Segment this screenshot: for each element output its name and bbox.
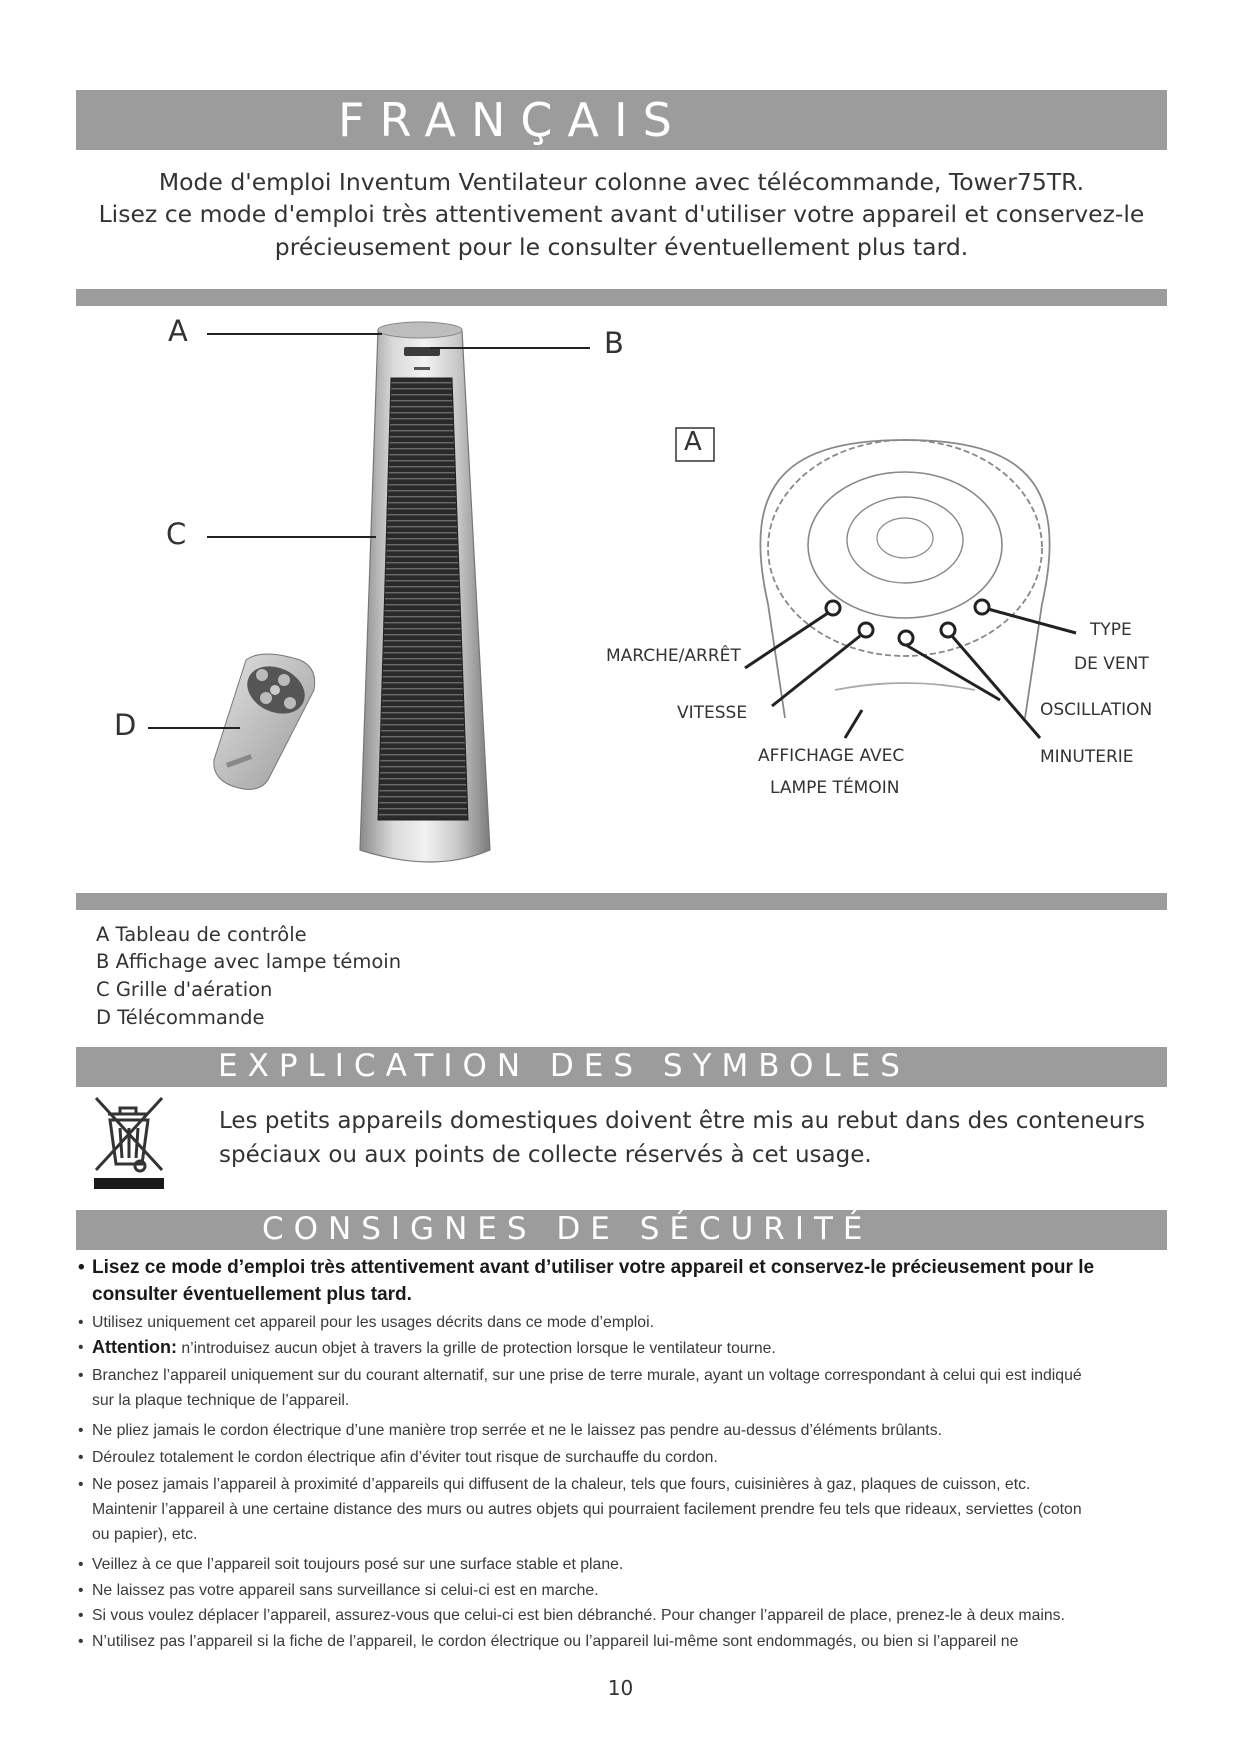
divider-top [76,289,1167,306]
safety-title: CONSIGNES DE SÉCURITÉ [262,1211,873,1247]
diagram-label-c: C [166,517,187,551]
safety-item-11: • N’utilisez pas l’appareil si la fiche de l’appareil, le cordon électrique ou l’appareil lui-même sont endommagés, ou bien si l’appareil ne [78,1633,1019,1650]
legend-item-b: B Affichage avec lampe témoin [96,950,402,973]
symbols-text-line-2: spéciaux ou aux points de collecte réservés à cet usage. [219,1142,872,1168]
legend-item-d: D Télécommande [96,1006,265,1029]
safety-item-10: • Si vous voulez déplacer l’appareil, assurez-vous que celui-ci est bien débranché. Pour changer l’appareil de place, prenez-le à deux mains. [78,1607,1065,1624]
symbols-title: EXPLICATION DES SYMBOLES [218,1048,910,1084]
legend-item-c: C Grille d'aération [96,978,273,1001]
safety-item-6: • Déroulez totalement le cordon électrique afin d’éviter tout risque de surchauffe du cordon. [78,1449,718,1466]
label-type-1: TYPE [1090,620,1132,640]
label-affichage-1: AFFICHAGE AVEC [758,746,905,766]
section-header-symboles [76,1047,1167,1087]
divider-bottom [76,893,1167,910]
safety-item-2: • Utilisez uniquement cet appareil pour les usages décrits dans ce mode d’emploi. [78,1314,654,1331]
label-marche-arret: MARCHE/ARRÊT [606,646,741,666]
label-oscillation: OSCILLATION [1040,700,1153,720]
intro-line-3: précieusement pour le consulter éventuellement plus tard. [274,233,969,261]
label-type-2: DE VENT [1074,654,1149,674]
section-header-francais [76,90,1167,150]
symbols-text-line-1: Les petits appareils domestiques doivent être mis au rebut dans des conteneurs [219,1108,1145,1134]
label-minuterie: MINUTERIE [1040,747,1134,767]
diagram-label-a: A [168,314,188,348]
tower-fan [360,322,490,862]
attention-label: Attention: [92,1337,177,1357]
intro-line-1: Mode d'emploi Inventum Ventilateur colonne avec télécommande, Tower75TR. [158,168,1085,196]
legend-item-a: A Tableau de contrôle [96,923,307,946]
safety-item-5: • Ne pliez jamais le cordon électrique d’une manière trop serrée et ne le laissez pas pendre au-dessus d’éléments brûlants. [78,1422,942,1439]
safety-item-8: • Veillez à ce que l’appareil soit toujours posé sur une surface stable et plane. [78,1556,624,1573]
weee-bin-icon [88,1094,170,1194]
bullet: • [78,1257,85,1278]
safety-item-4: • Branchez l’appareil uniquement sur du courant alternatif, sur une prise de terre murale, ayant un voltage correspondant à celui qui est indiqué sur la plaque technique de l’appareil. [78,1367,1082,1409]
remote-control [214,654,315,789]
section-header-securite [76,1210,1167,1250]
intro-line-2: Lisez ce mode d'emploi très attentivement avant d'utiliser votre appareil et conservez-le [98,200,1145,228]
label-affichage-2: LAMPE TÉMOIN [770,778,900,798]
panel-label: A [684,427,702,457]
product-diagram [0,306,1241,893]
diagram-label-b: B [604,326,624,360]
page-title: FRANÇAIS [338,93,687,147]
label-vitesse: VITESSE [677,703,748,723]
safety-item-9: • Ne laissez pas votre appareil sans surveillance si celui-ci est en marche. [78,1582,599,1599]
page-number: 10 [607,1676,634,1700]
safety-item-1: • Lisez ce mode d’emploi très attentivement avant d’utiliser votre appareil et conservez-le précieusement pour le consulter éventuellement plus tard. [78,1254,1168,1308]
safety-item-7: • Ne posez jamais l’appareil à proximité d’appareils qui diffusent de la chaleur, tels que fours, cuisinières à gaz, plaques de cuisson, etc. Maintenir l’appareil à une certaine distance des murs ou autres objets qui pourraient facilement prendre feu tels que rideaux, serviettes (coton ou papier), etc. [78,1476,1082,1543]
panel-buttons [826,600,989,645]
diagram-label-d: D [114,708,137,742]
control-panel-sketch [760,440,1049,718]
safety-item-3: • Attention: n’introduisez aucun objet à travers la grille de protection lorsque le ventilateur tourne. [78,1337,776,1357]
